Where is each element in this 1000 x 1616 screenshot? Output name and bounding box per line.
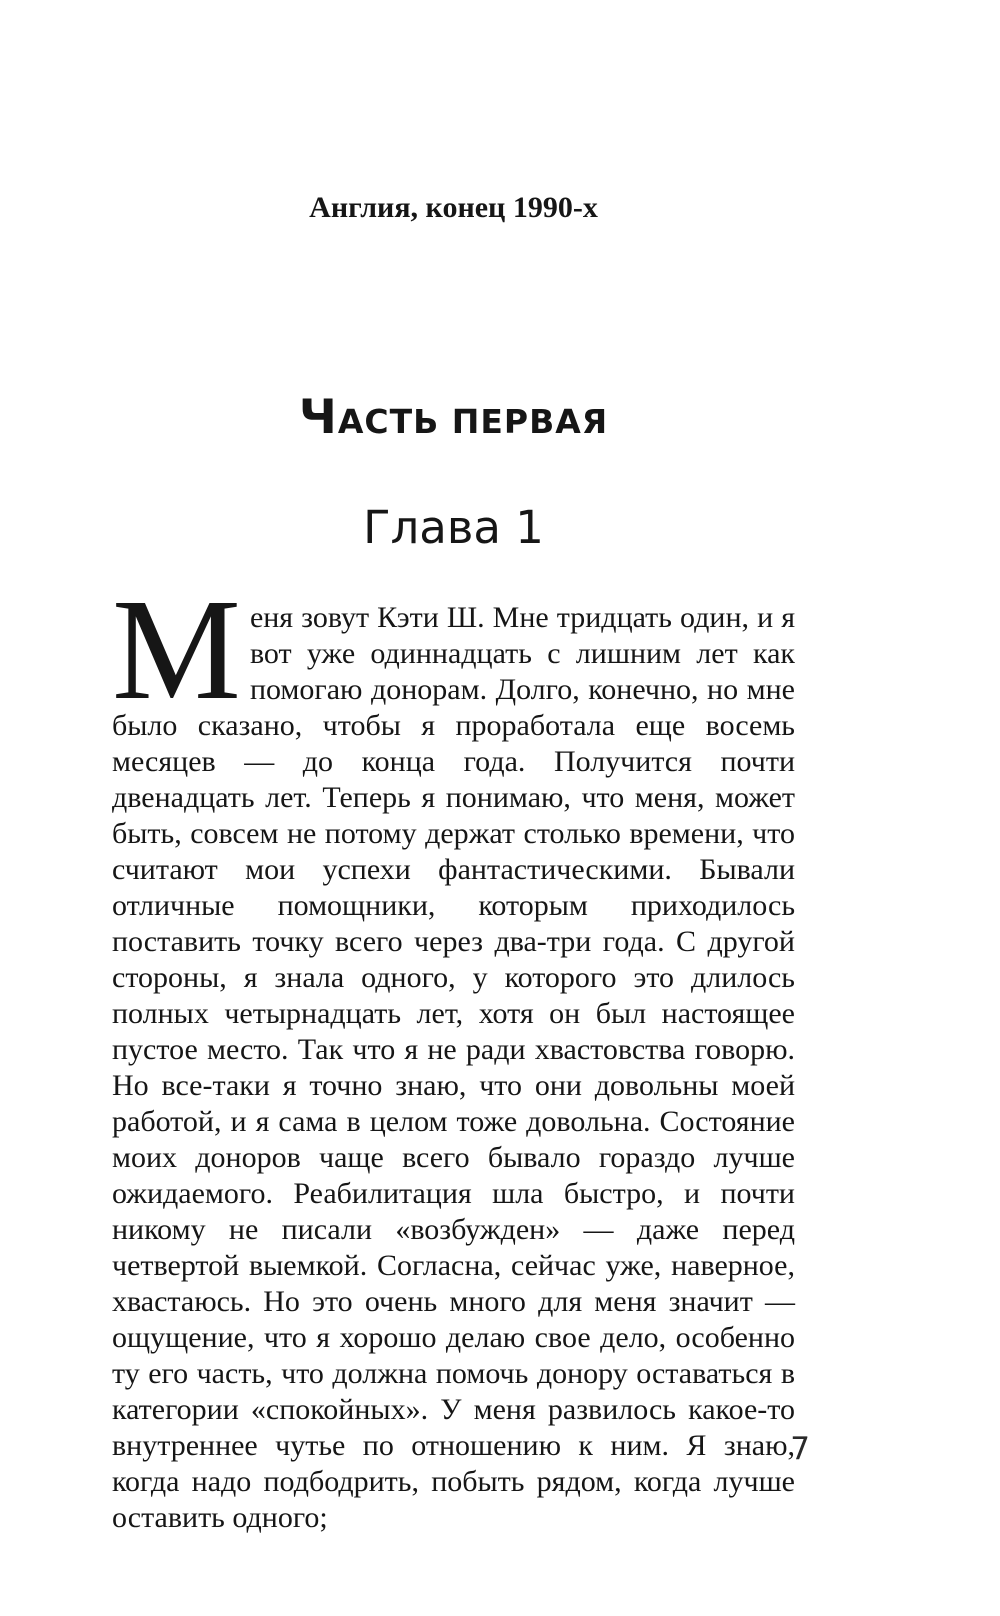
epigraph: Англия, конец 1990-х [309,191,598,224]
paragraph-text: еня зовут Кэти Ш. Мне тридцать один, и я вот уже одиннадцать с лишним лет как помогаю донорам. Долго, конечно, но мне было сказано, чтобы я проработала еще восемь месяцев — до конца года. Получится почти двенадцать лет. Теперь я понимаю, что меня, может быть, совсем не потому держат столько времени, что считают мои успехи фантастическими. Бывали отличные помощники, которым приходилось поставить точку всего через два-три года. С другой стороны, я знала одного, у которого это длилось полных четырнадцать лет, хотя он был настоящее пустое место. Так что я не ради хвастовства говорю. Но все-таки я точно знаю, что они довольны моей работой, и я сама в целом тоже довольна. Состояние моих доноров чаще всего бывало гораздо лучше ожидаемого. Реабилитация шла быстро, и почти никому не писали «возбужден» — даже перед четвертой выемкой. Согласна, сейчас уже, наверное, хвастаюсь. Но это очень много для меня значит — ощущение, что я хорошо делаю свое дело, особенно ту его часть, что должна помочь донору оставаться в категории «спокойных». У меня развилось какое-то внутреннее чутье по отношению к ним. Я знаю, когда надо подбодрить, побыть рядом, когда лучше оставить одного; [112,601,795,1534]
part-title-rest: АСТЬ ПЕРВАЯ [337,402,609,441]
body-paragraph [112,570,795,1536]
part-title [112,390,795,445]
page-number: 7 [790,1431,810,1467]
drop-cap: М [112,570,241,730]
chapter-title: Глава 1 [363,501,544,554]
part-title-initial: Ч [298,390,338,445]
